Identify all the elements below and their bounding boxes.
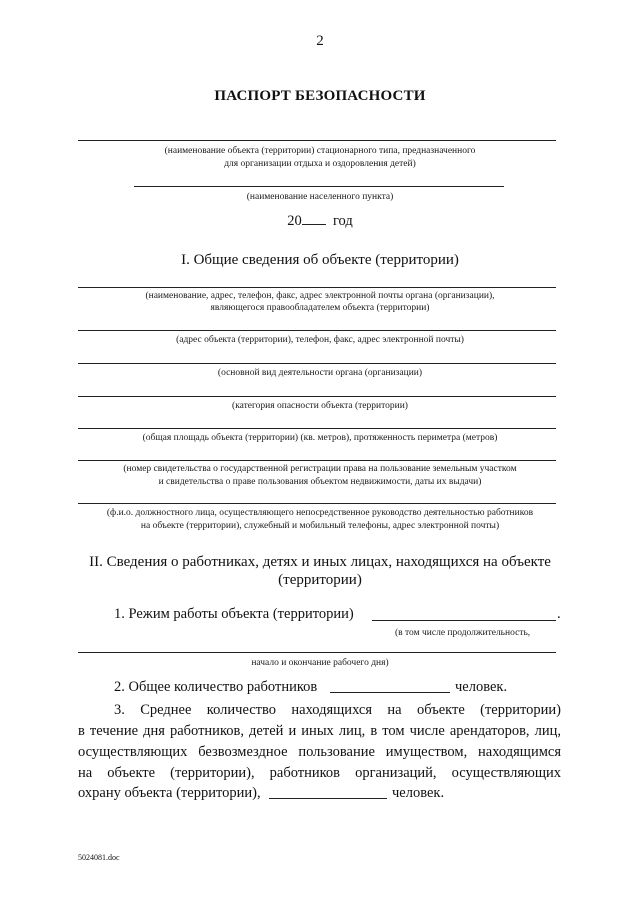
item-3-line-4: на объекте (территории), работников организаций, осуществляющих: [78, 765, 561, 781]
year-suffix: год: [332, 213, 353, 229]
item-2-line: [330, 692, 450, 693]
object-name-caption-1: (наименование объекта (территории) стационарного типа, предназначенного: [164, 146, 476, 156]
field-7-line: [78, 503, 556, 504]
field-7-caption-1: (ф.и.о. должностного лица, осуществляющего непосредственное руководство деятельностью работников: [106, 508, 534, 518]
settlement-caption: (наименование населенного пункта): [246, 192, 394, 202]
field-7-caption-2: на объекте (территории), служебный и мобильный телефоны, адрес электронной почты): [140, 521, 500, 531]
field-1-caption-1: (наименование, адрес, телефон, факс, адрес электронной почты органа (организации),: [145, 291, 495, 301]
section-2-heading-2: (территории): [278, 572, 362, 588]
item-1-dot: .: [557, 606, 561, 622]
object-name-line: [78, 140, 556, 141]
section-1-heading: I. Общие сведения об объекте (территории): [181, 252, 459, 268]
field-3-caption-1: (основной вид деятельности органа (организации): [217, 368, 423, 378]
item-2-unit: человек.: [455, 679, 508, 695]
field-2-caption-1: (адрес объекта (территории), телефон, факс, адрес электронной почты): [176, 335, 464, 345]
item-3-line-5: охрану объекта (территории),: [78, 785, 261, 801]
field-1-caption-2: являющегося правообладателем объекта (территории): [210, 303, 430, 313]
field-3-line: [78, 363, 556, 364]
item-1-line-2: [78, 652, 556, 653]
page-number: 2: [316, 33, 324, 49]
item-2-label: 2. Общее количество работников: [114, 679, 318, 695]
year-blank: [302, 211, 326, 225]
item-1-caption-1: (в том числе продолжительность,: [395, 628, 531, 638]
field-6-caption-2: и свидетельства о праве пользования объектом недвижимости, даты их выдачи): [158, 477, 482, 487]
item-3-line: [269, 798, 387, 799]
field-6-caption-1: (номер свидетельства о государственной регистрации права на пользование земельным участком: [123, 464, 517, 474]
item-3-line-1: 3. Среднее количество находящихся на объекте (территории): [114, 702, 561, 718]
year-line: [0, 211, 640, 231]
item-3-line-2: в течение дня работников, детей и иных лиц, в том числе арендаторов, лиц,: [78, 723, 561, 739]
object-name-caption-2: для организации отдыха и оздоровления детей): [224, 159, 416, 169]
settlement-line: [134, 186, 504, 187]
item-1-line: [372, 620, 556, 621]
field-5-line: [78, 428, 556, 429]
document-title: ПАСПОРТ БЕЗОПАСНОСТИ: [214, 88, 426, 104]
field-5-caption-1: (общая площадь объекта (территории) (кв. метров), протяженность периметра (метров): [142, 433, 498, 443]
field-1-line: [78, 287, 556, 288]
year-prefix: 20: [287, 213, 302, 229]
document-id: 5024081.doc: [78, 853, 120, 862]
field-4-line: [78, 396, 556, 397]
item-3-unit: человек.: [392, 785, 445, 801]
field-6-line: [78, 460, 556, 461]
field-2-line: [78, 330, 556, 331]
field-4-caption-1: (категория опасности объекта (территории): [232, 401, 408, 411]
item-3-line-3: осуществляющих безвозмездное пользование имуществом, находящимся: [78, 744, 561, 760]
item-1-label: 1. Режим работы объекта (территории): [114, 606, 354, 622]
item-1-caption-2: начало и окончание рабочего дня): [251, 658, 389, 668]
section-2-heading-1: II. Сведения о работниках, детях и иных лицах, находящихся на объекте: [89, 554, 551, 570]
